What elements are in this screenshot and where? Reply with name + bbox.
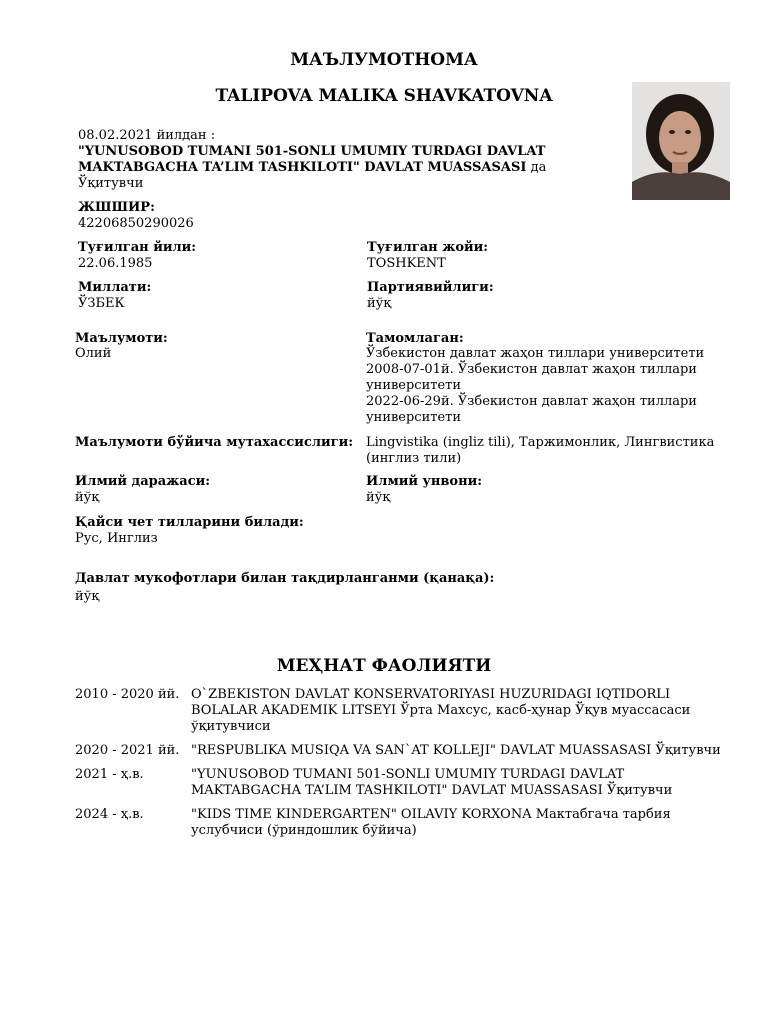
profile-photo — [632, 82, 730, 200]
awards-label: Давлат мукофотлари билан тақдирланганми (қанақа): — [75, 571, 495, 586]
birth-year-label: Туғилган йили: — [78, 240, 197, 255]
person-name: TALIPOVA MALIKA SHAVKATOVNA — [215, 86, 553, 106]
nationality-label: Миллати: — [78, 280, 152, 295]
birth-place-label: Туғилган жойи: — [367, 240, 489, 255]
work-period: 2020 - 2021 йй. — [75, 743, 180, 758]
graduated-line: Ўзбекистон давлат жаҳон тиллари университети — [366, 346, 705, 361]
birth-place-value: TOSHKENT — [367, 256, 446, 271]
work-description: "KIDS TIME KINDERGARTEN" OILAVIY KORXONA Мактабгача тарбия услубчиси (ўриндошлик бўйича) — [191, 807, 671, 838]
education-value: Олий — [75, 346, 112, 361]
party-label: Партиявийлиги: — [367, 280, 494, 295]
graduated-line: 2008-07-01й. Ўзбекистон давлат жаҳон тиллари — [366, 362, 697, 377]
work-heading: МЕҲНАТ ФАОЛИЯТИ — [276, 656, 492, 676]
specialty-label: Маълумоти бўйича мутахассислиги: — [75, 435, 354, 450]
specialty-value: Lingvistika (ingliz tili), Таржимонлик, Лингвистика (инглиз тили) — [366, 435, 715, 466]
current-position-role: да Ўқитувчи — [78, 160, 547, 191]
graduated-line: университети — [366, 410, 461, 425]
academic-title-label: Илмий унвони: — [366, 474, 483, 489]
nationality-value: ЎЗБЕК — [78, 296, 125, 311]
graduated-line: 2022-06-29й. Ўзбекистон давлат жаҳон тиллари — [366, 394, 697, 409]
education-label: Маълумоти: — [75, 331, 168, 346]
work-description: "RESPUBLIKA MUSIQA VA SAN`AT KOLLEJI" DAVLAT MUASSASASI Ўқитувчи — [191, 743, 721, 758]
current-position-org: "YUNUSOBOD TUMANI 501-SONLI UMUMIY TURDAGI DAVLAT MAKTABGACHA TA’LIM TASHKILOTI" DAVLAT MUASSASASI — [78, 144, 546, 175]
degree-label: Илмий даражаси: — [75, 474, 211, 489]
document-title: МАЪЛУМОТНОМА — [290, 50, 478, 70]
work-period: 2021 - ҳ.в. — [75, 767, 144, 782]
work-description: "YUNUSOBOD TUMANI 501-SONLI UMUMIY TURDAGI DAVLAT MAKTABGACHA TA’LIM TASHKILOTI" DAVLAT MUASSASASI Ўқитувчи — [191, 767, 673, 798]
work-period: 2010 - 2020 йй. — [75, 687, 180, 702]
current-position — [78, 144, 568, 192]
graduated-line: университети — [366, 378, 461, 393]
jshshir-label: ЖШШИР: — [78, 200, 155, 215]
party-value: йўқ — [367, 296, 392, 311]
graduated-list — [366, 346, 726, 426]
languages-label: Қайси чет тилларини билади: — [75, 515, 304, 530]
awards-value: йўқ — [75, 589, 100, 604]
degree-value: йўқ — [75, 490, 100, 505]
date-line: 08.02.2021 йилдан : — [78, 128, 216, 143]
academic-title-value: йўқ — [366, 490, 391, 505]
birth-year-value: 22.06.1985 — [78, 256, 153, 271]
languages-value: Рус, Инглиз — [75, 531, 158, 546]
work-period: 2024 - ҳ.в. — [75, 807, 144, 822]
graduated-label: Тамомлаган: — [366, 331, 464, 346]
jshshir-value: 42206850290026 — [78, 216, 194, 231]
work-description: O`ZBEKISTON DAVLAT KONSERVATORIYASI HUZURIDAGI IQTIDORLI BOLALAR AKADEMIK LITSEYI Ўрта Махсус, касб-ҳунар Ўқув муассасаси ўқитувчиси — [191, 687, 691, 734]
